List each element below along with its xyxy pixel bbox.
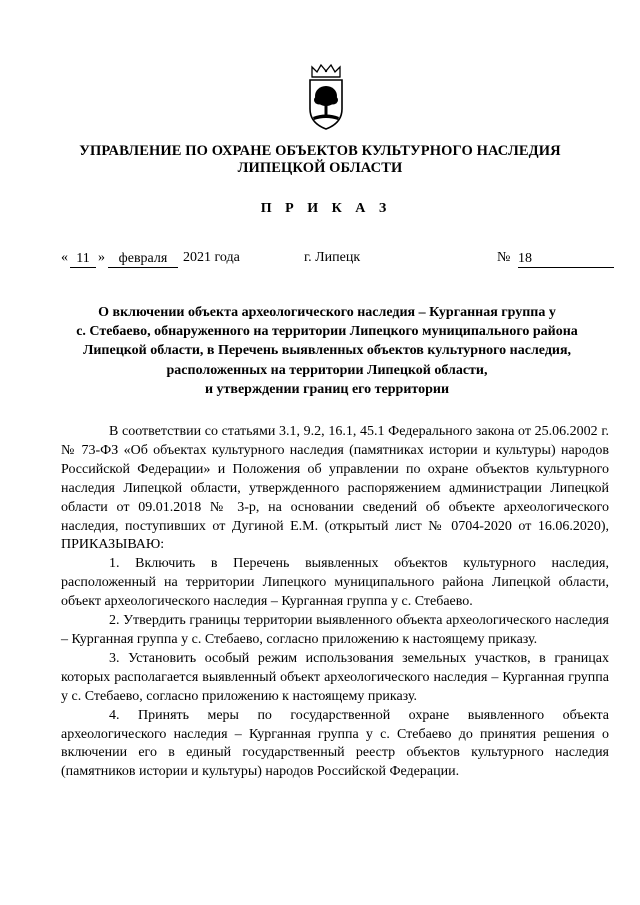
quote-open: « — [61, 250, 68, 265]
lipetsk-coat-of-arms-icon — [304, 63, 348, 133]
subject-line-1: О включении объекта археологического наследия – Курганная группа у — [98, 305, 556, 320]
order-number-label: № — [497, 250, 511, 265]
order-month: февраля — [108, 250, 178, 268]
preamble-paragraph: В соответствии со статьями 3.1, 9.2, 16.1, 45.1 Федерального закона от 25.06.2002 г. № 73-ФЗ «Об объектах культурного наследия (памятниках истории и культуры) народов Российской Федерации» и Положения об управлении по охране объектов культурного наследия Липецкой области, утвержденного распоряжением администрации Липецкой области от 09.01.2018 № 3-р, на основании сведений об объекте археологического наследия, поступивших от Дугиной Е.М. (открытый лист № 0704-2020 от 16.06.2020), ПРИКАЗЫВАЮ: — [61, 424, 609, 553]
subject-line-4: расположенных на территории Липецкой области, — [166, 362, 488, 378]
organization-name — [40, 143, 600, 177]
order-item-3: 3. Установить особый режим использования земельных участков, в границах которых располагается выявленный объект археологического наследия – Курганная группа у с. Стебаево, согласно приложению к настоящему приказу. — [61, 650, 609, 704]
order-subject — [50, 303, 604, 399]
subject-line-2: с. Стебаево, обнаруженного на территории Липецкого муниципального района — [76, 324, 578, 340]
document-type: П Р И К А З — [260, 201, 392, 216]
order-day: 11 — [70, 250, 96, 268]
order-city: г. Липецк — [304, 250, 361, 265]
org-line-1: УПРАВЛЕНИЕ ПО ОХРАНЕ ОБЪЕКТОВ КУЛЬТУРНОГО НАСЛЕДИЯ — [79, 143, 561, 159]
order-year: 2021 года — [183, 250, 240, 265]
org-line-2: ЛИПЕЦКОЙ ОБЛАСТИ — [237, 160, 403, 176]
date-line — [0, 250, 640, 272]
order-body — [61, 423, 609, 782]
order-item-2: 2. Утвердить границы территории выявленного объекта археологического наследия – Курганная группа у с. Стебаево, согласно приложению к настоящему приказу. — [61, 613, 609, 647]
order-number: 18 — [518, 250, 614, 268]
order-item-4: 4. Принять меры по государственной охране выявленного объекта археологического наследия – Курганная группа у с. Стебаево до принятия решения о включении его в единый государственный реестр объектов культурного наследия (памятников истории и культуры) народов Российской Федерации. — [61, 707, 609, 780]
quote-close: » — [98, 250, 105, 265]
order-item-1: 1. Включить в Перечень выявленных объектов культурного наследия, расположенный на территории Липецкого муниципального района Липецкой области, объект археологического наследия – Курганная группа у с. Стебаево. — [61, 556, 609, 610]
subject-line-5: и утверждении границ его территории — [204, 381, 450, 397]
subject-line-3: Липецкой области, в Перечень выявленных объектов культурного наследия, — [82, 343, 572, 359]
